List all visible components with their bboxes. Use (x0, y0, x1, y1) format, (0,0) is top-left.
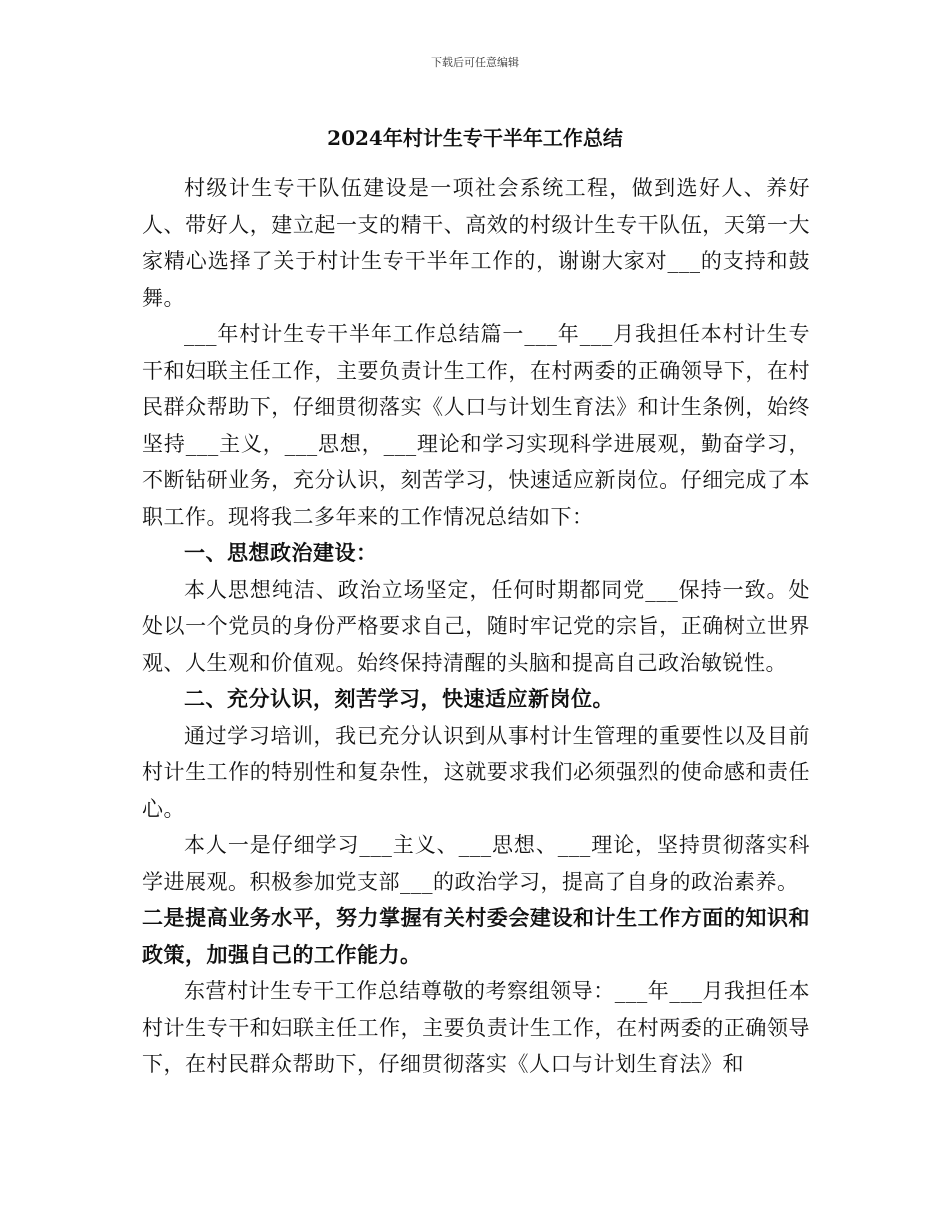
paragraph-summary-part-one: ___年村计生专干半年工作总结篇一___年___月我担任本村计生专干和妇联主任工作，主要负责计生工作，在村两委的正确领导下，在村民群众帮助下，仔细贯彻落实《人口与计划生育法》和计生条例，始终坚持___主义，___思想，___理论和学习实现科学进展观，勤奋学习，不断钻研业务，充分认识，刻苦学习，快速适应新岗位。仔细完成了本职工作。现将我二多年来的工作情况总结如下： (142, 322, 810, 529)
section-heading-ideology: 一、思想政治建设： (184, 540, 378, 565)
document-body (142, 170, 810, 1083)
paragraph-learning: 通过学习培训，我已充分认识到从事村计生管理的重要性以及目前村计生工作的特别性和复杂性，这就要求我们必须强烈的使命感和责任心。 (142, 723, 810, 821)
document-title: 2024年村计生专干半年工作总结 (327, 126, 623, 150)
section-heading-learning: 二、充分认识，刻苦学习，快速适应新岗位。 (184, 686, 614, 711)
paragraph-intro: 村级计生专干队伍建设是一项社会系统工程，做到选好人、养好人、带好人，建立起一支的精干、高效的村级计生专干队伍，天第一大家精心选择了关于村计生专干半年工作的，谢谢大家对___的支持和鼓舞。 (142, 176, 810, 310)
header-note: 下载后可任意编辑 (431, 56, 519, 69)
paragraph-ideology: 本人思想纯洁、政治立场坚定，任何时期都同党___保持一致。处处以一个党员的身份严格要求自己，随时牢记党的宗旨，正确树立世界观、人生观和价值观。始终保持清醒的头脑和提高自己政治敏锐性。 (142, 577, 810, 675)
paragraph-study: 本人一是仔细学习___主义、___思想、___理论，坚持贯彻落实科学进展观。积极参加党支部___的政治学习，提高了自身的政治素养。 (142, 833, 810, 894)
paragraph-dongying-summary: 东营村计生专干工作总结尊敬的考察组领导：___年___月我担任本村计生专干和妇联主任工作，主要负责计生工作，在村两委的正确领导下，在村民群众帮助下，仔细贯彻落实《人口与计划生育法》和 (142, 979, 810, 1076)
paragraph-business-skills: 二是提高业务水平，努力掌握有关村委会建设和计生工作方面的知识和政策，加强自己的工作能力。 (142, 905, 810, 967)
